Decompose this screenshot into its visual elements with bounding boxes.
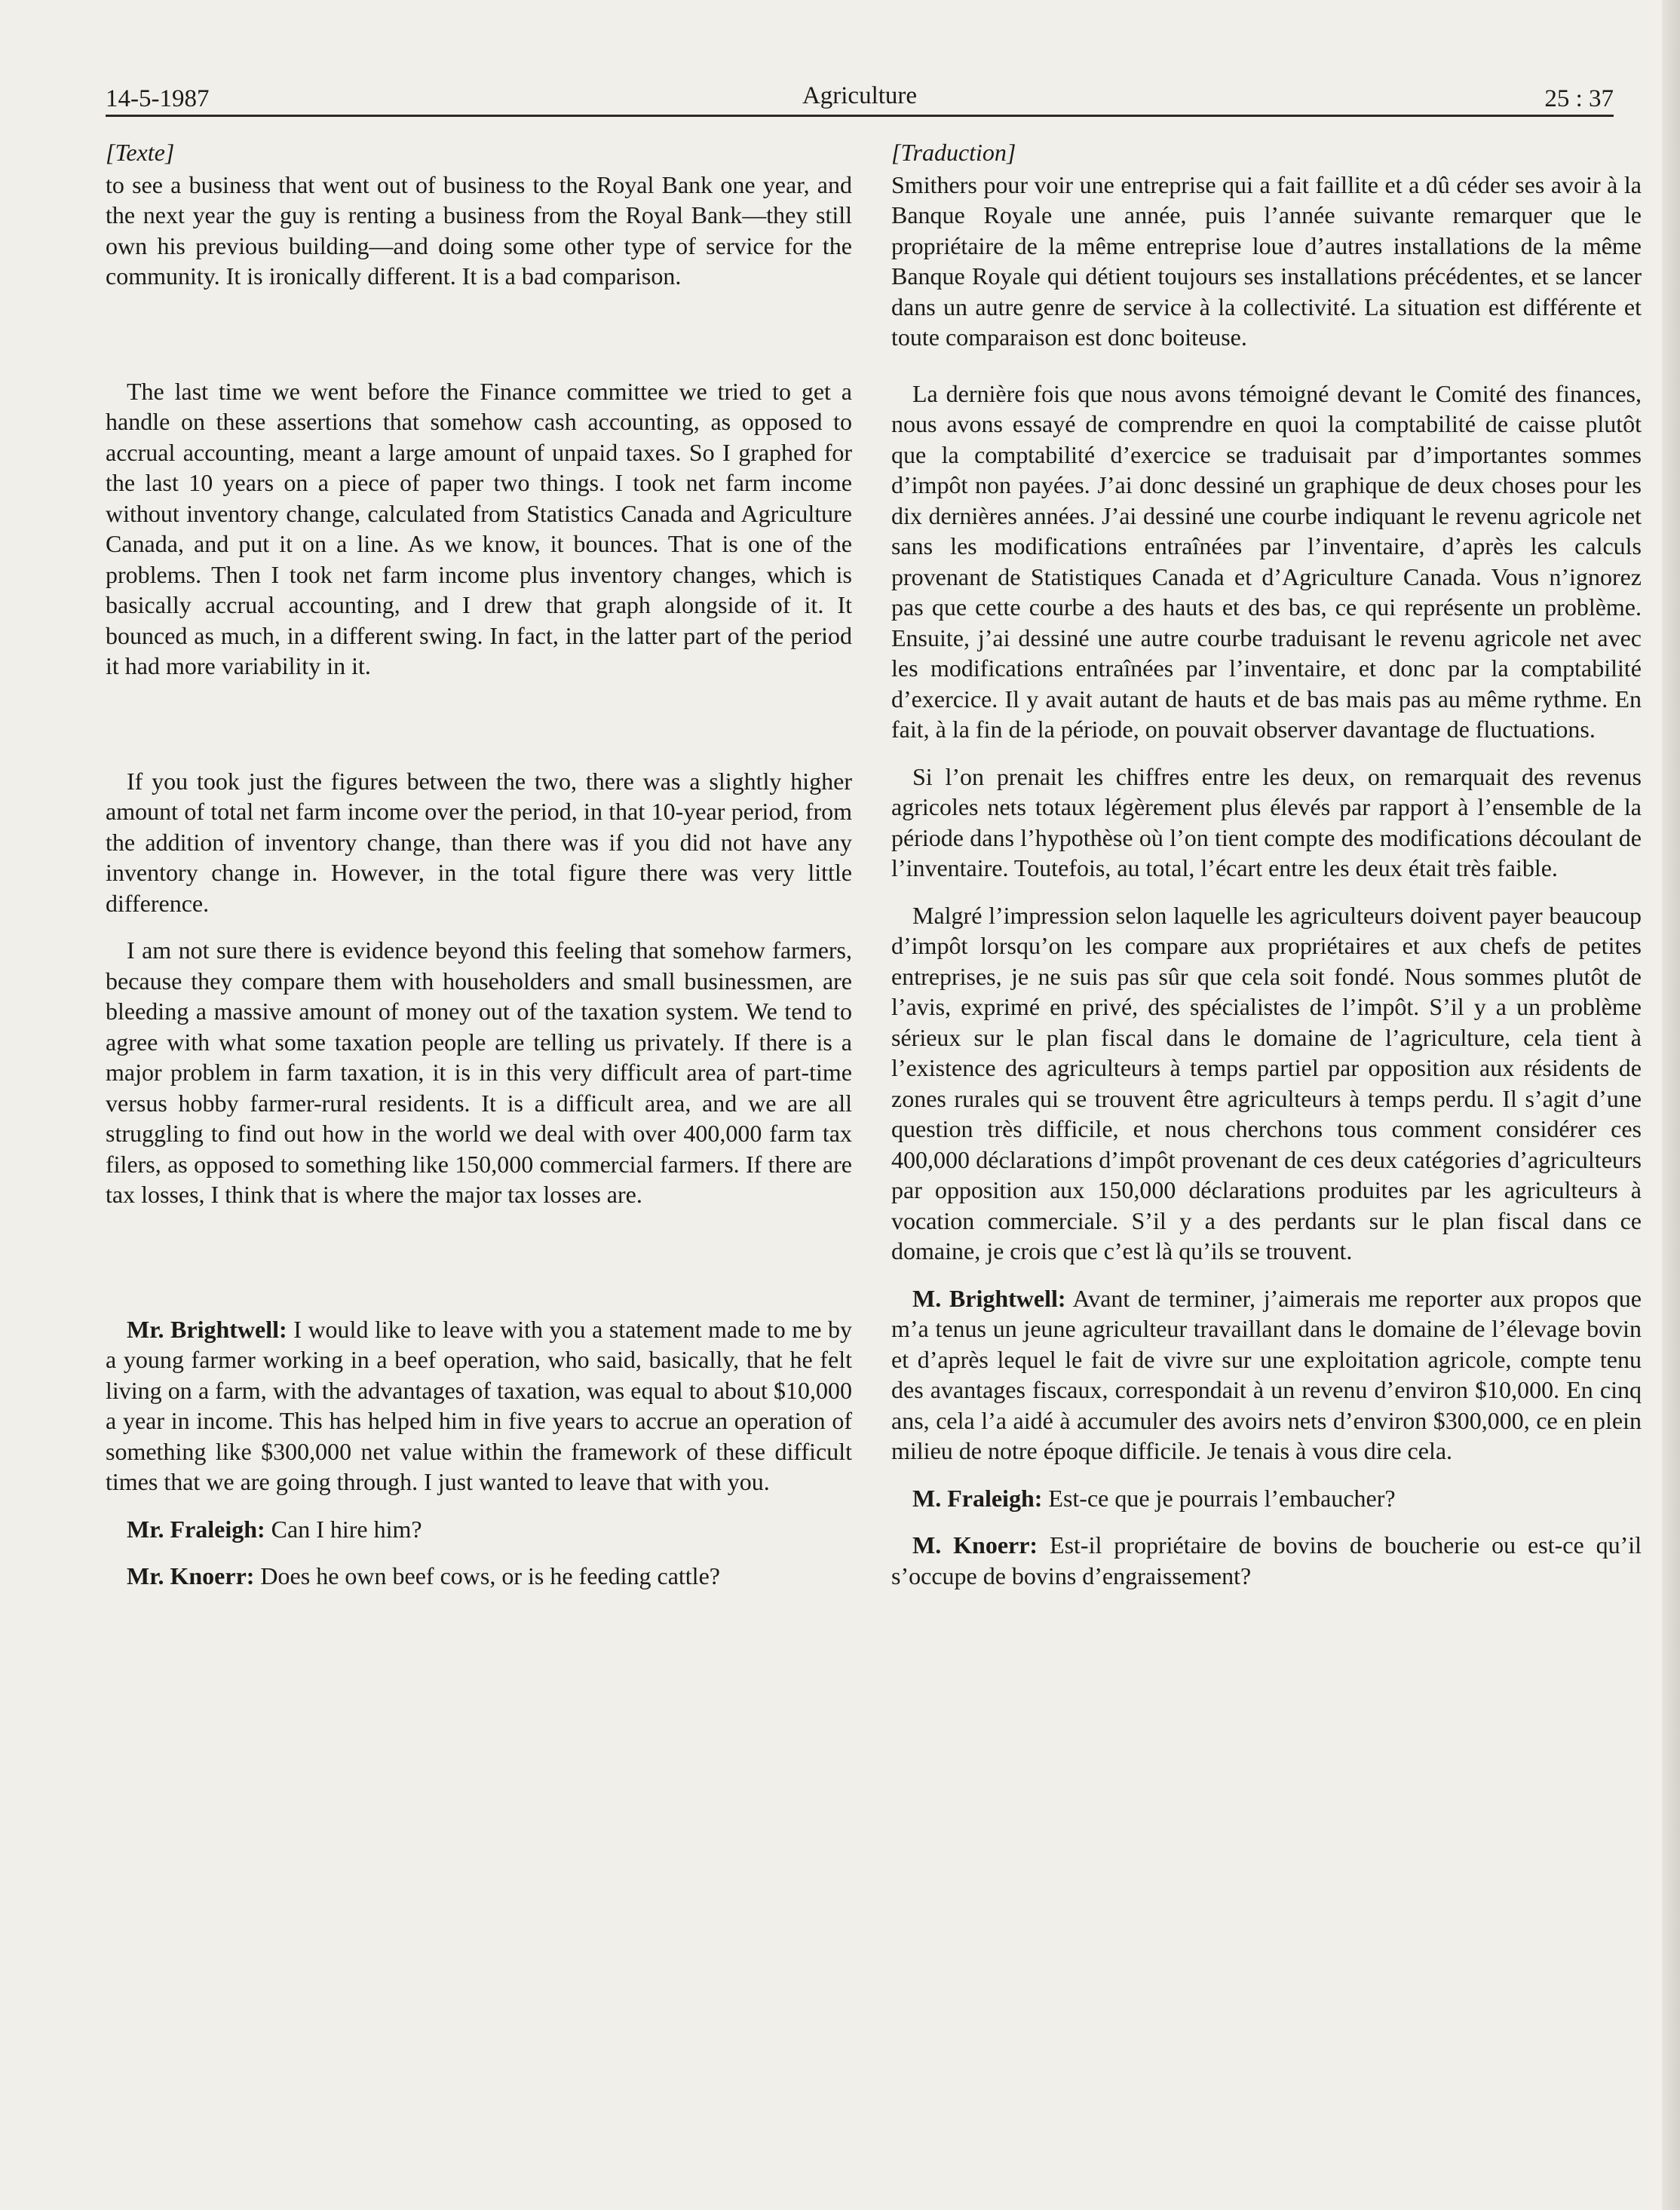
speech-text: I would like to leave with you a statement made to me by a young farmer working in a beef operation, who said, basically, that he felt living on a farm, with the advantages of taxation, was equal to about $10,000 a year in income. This has helped him in five years to accrue an operation of something like $300,000 net value within the framework of these difficult times that we are going through. I just wanted to leave that with you. (106, 1315, 853, 1495)
speaker-name: M. Fraleigh: (912, 1484, 1043, 1512)
paragraph: Smithers pour voir une entreprise qui a fait faillite et a dû céder ses avoir à la Banque Royale une année, puis l’année suivante remarquer que le propriétaire de la même entreprise loue d’autres installations de la même Banque Royale qui détient toujours ses installations précédentes, et se lancer dans un autre genre de service à la collectivité. La situation est différente et toute comparaison est donc boiteuse. (891, 170, 1642, 351)
speech-text: Avant de terminer, j’aimerais me reporter aux propos que m’a tenus un jeune agriculteur travaillant dans le domaine de l’élevage bovin et d’après lequel le fait de vivre sur une exploitation agricole, compte tenu des avantages fiscaux, correspondait à un revenu d’environ $10,000. En cinq ans, cela l’a aidé à accumuler des avoirs nets d’environ $300,000, ce en plein milieu de notre époque difficile. Je tenais à vous dire cela. (891, 1284, 1642, 1464)
paragraph: I am not sure there is evidence beyond this feeling that somehow farmers, because they compare them with householders and small businessmen, are bleeding a massive amount of money out of the taxation system. We tend to agree with what some taxation people are telling us privately. If there is a major problem in farm taxation, it is in this very difficult area of part-time versus hobby farmer-rural residents. It is a difficult area, and we are all struggling to find out how in the world we deal with over 400,000 farm tax filers, as opposed to something like 150,000 commercial farmers. If there are tax losses, I think that is where the major tax losses are. (106, 936, 852, 1208)
speech (891, 1530, 1642, 1591)
page-edge (1662, 0, 1680, 2210)
header-page-number: 25 : 37 (1544, 85, 1614, 112)
header-title: Agriculture (802, 82, 918, 109)
speech-text: Does he own beef cows, or is he feeding cattle? (260, 1562, 720, 1589)
speaker-name: Mr. Fraleigh: (127, 1515, 265, 1543)
column-label: [Texte] (106, 139, 175, 166)
speech (106, 1514, 852, 1545)
column-label: [Traduction] (891, 139, 1016, 166)
paragraph: La dernière fois que nous avons témoigné devant le Comité des finances, nous avons essayé de comprendre en quoi la comptabilité de caisse plutôt que la comptabilité d’exercice se traduisait par d’importantes sommes d’impôt non payées. J’ai donc dessiné un graphique de deux choses pour les dix dernières années. J’ai dessiné une courbe indiquant le revenu agricole net sans les modifications entraînées par l’inventaire, d’après les calculs provenant de Statistiques Canada et d’Agriculture Canada. Vous n’ignorez pas que cette courbe a des hauts et des bas, ce qui représente un problème. Ensuite, j’ai dessiné une autre courbe traduisant le revenu agricole net avec les modifications entraînées par l’inventaire, et donc par la comptabilité d’exercice. Il y avait autant de hauts et de bas mais pas au même rythme. En fait, à la fin de la période, on pouvait observer davantage de fluctuations. (891, 379, 1642, 743)
french-column (891, 137, 1642, 1591)
english-column (106, 137, 852, 1592)
speaker-name: Mr. Brightwell: (127, 1315, 287, 1343)
speech (891, 1283, 1642, 1467)
paragraph: The last time we went before the Finance committee we tried to get a handle on these assertions that somehow cash accounting, as opposed to accrual accounting, meant a large amount of unpaid taxes. So I graphed for the last 10 years on a piece of paper two things. I took net farm income without inventory change, calculated from Statistics Canada and Agriculture Canada, and put it on a line. As we know, it bounces. That is one of the problems. Then I took net farm income plus inventory changes, which is basically accrual accounting, and I drew that graph alongside of it. It bounced as much, in a different swing. In fact, in the latter part of the period it had more variability in it. (106, 377, 852, 679)
speech (106, 1561, 852, 1592)
speech-text: Can I hire him? (271, 1515, 422, 1543)
speech-text: Est-il propriétaire de bovins de boucherie ou est-ce qu’il s’occupe de bovins d’engraissement? (891, 1531, 1642, 1589)
speaker-name: Mr. Knoerr: (127, 1562, 255, 1589)
paragraph: to see a business that went out of business to the Royal Bank one year, and the next year the guy is renting a business from the Royal Bank—they still own his previous building—and doing some other type of service for the community. It is ironically different. It is a bad comparison. (106, 170, 852, 290)
speaker-name: M. Knoerr: (912, 1531, 1038, 1559)
paragraph: Si l’on prenait les chiffres entre les deux, on remarquait des revenus agricoles nets totaux légèrement plus élevés par rapport à l’ensemble de la période dans l’hypothèse où l’on tient compte des modifications découlant de l’inventaire. Toutefois, au total, l’écart entre les deux était très faible. (891, 762, 1642, 881)
page-header (106, 78, 1614, 117)
speech-text: Est-ce que je pourrais l’embaucher? (1048, 1484, 1396, 1512)
speaker-name: M. Brightwell: (912, 1284, 1066, 1312)
speech (891, 1483, 1642, 1514)
paragraph: If you took just the figures between the two, there was a slightly higher amount of total net farm income over the period, in that 10-year period, from the addition of inventory change, than there was if you did not have any inventory change in. However, in the total figure there was very little difference. (106, 767, 852, 917)
header-date: 14-5-1987 (106, 85, 210, 112)
paragraph: Malgré l’impression selon laquelle les agriculteurs doivent payer beaucoup d’impôt lorsqu’on les compare aux propriétaires et aux chefs de petites entreprises, je ne suis pas sûr que cela soit fondé. Nous sommes plutôt de l’avis, exprimé en privé, des spécialistes de l’impôt. S’il y a un problème sérieux sur le plan fiscal dans le domaine de l’agriculture, cela tient à l’existence des agriculteurs à temps partiel par opposition aux résidents de zones rurales qui se trouvent être agriculteurs à temps perdu. Il s’agit d’une question très difficile, et nous cherchons tous comment considérer ces 400,000 déclarations d’impôt provenant de ces deux catégories d’agriculteurs par opposition aux 150,000 déclarations produites par les agriculteurs à vocation commerciale. S’il y a des perdants sur le plan fiscal dans ce domaine, je crois que c’est là qu’ils se trouvent. (891, 901, 1642, 1264)
speech (106, 1314, 852, 1497)
